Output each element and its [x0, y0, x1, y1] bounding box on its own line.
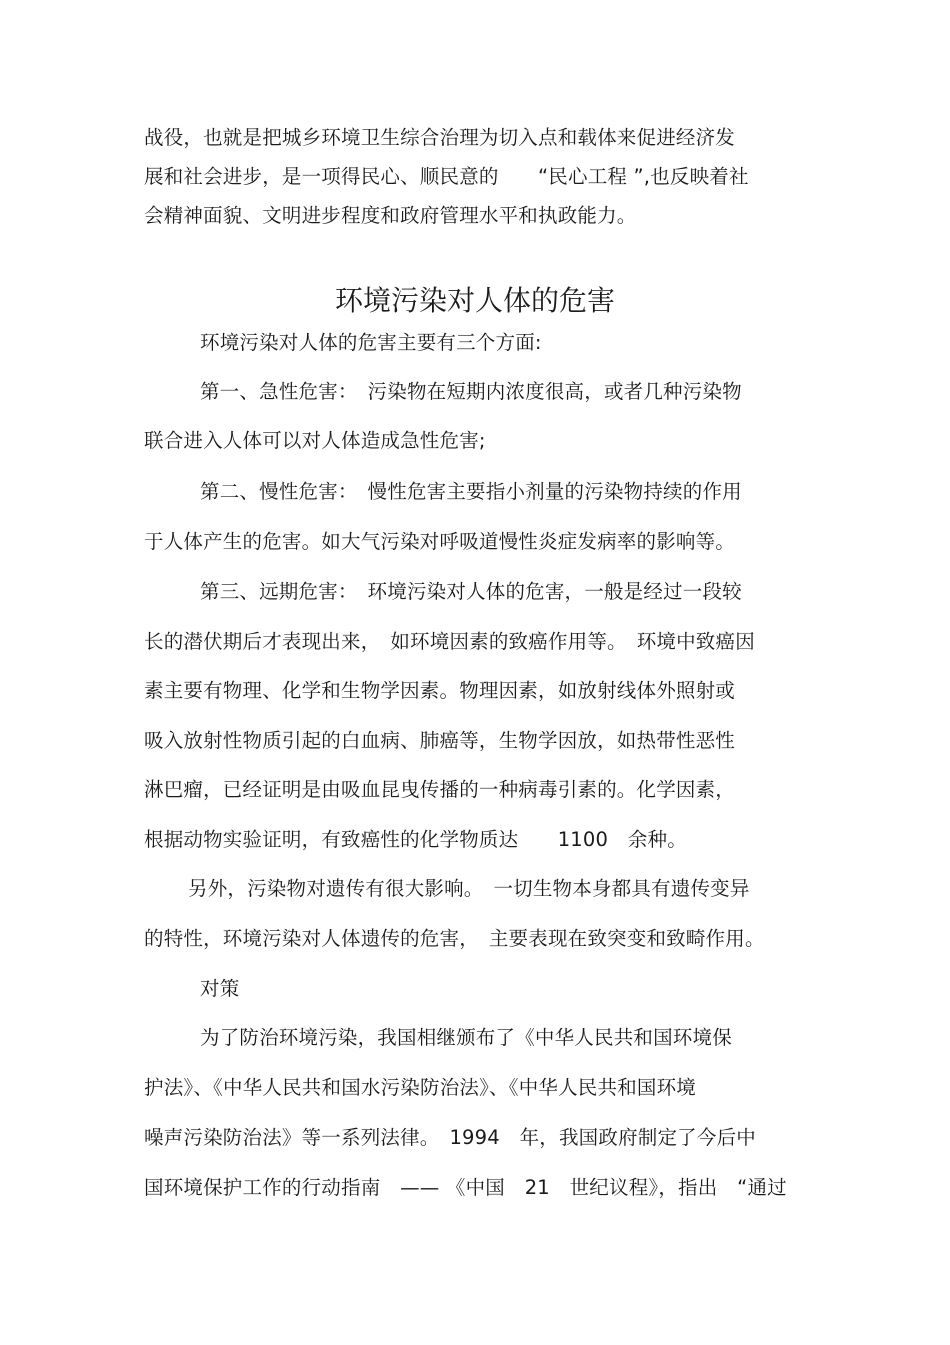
paragraph-line: 根据动物实验证明，有致癌性的化学物质达 1100 余种。	[144, 828, 687, 851]
paragraph-line: 国环境保护工作的行动指南 —— 《中国 21 世纪议程》，指出 “通过	[144, 1176, 787, 1199]
paragraph-line: 于人体产生的危害。如大气污染对呼吸道慢性炎症发病率的影响等。	[144, 530, 736, 553]
paragraph-line: 吸入放射性物质引起的白血病、肺癌等，生物学因放，如热带性恶性	[144, 729, 736, 752]
paragraph-line: 噪声污染防治法》等一系列法律。 1994 年，我国政府制定了今后中	[144, 1126, 756, 1149]
intro-line-3: 会精神面貌、文明进步程度和政府管理水平和执政能力。	[144, 204, 637, 227]
paragraph-line: 为了防治环境污染，我国相继颁布了《中华人民共和国环境保	[200, 1026, 732, 1049]
paragraph-line: 素主要有物理、化学和生物学因素。物理因素，如放射线体外照射或	[144, 679, 736, 702]
paragraph-line: 第二、慢性危害： 慢性危害主要指小剂量的污染物持续的作用	[200, 480, 742, 503]
paragraph-line: 另外，污染物对遗传有很大影响。 一切生物本身都具有遗传变异	[188, 877, 750, 900]
paragraph-line: 第一、急性危害： 污染物在短期内浓度很高，或者几种污染物	[200, 380, 742, 403]
paragraph-line: 联合进入人体可以对人体造成急性危害;	[144, 429, 486, 452]
paragraph-line: 环境污染对人体的危害主要有三个方面:	[200, 331, 542, 354]
intro-line-2: 展和社会进步，是一项得民心、顺民意的 “民心工程 ”,也反映着社	[144, 165, 749, 188]
paragraph-line: 护法》、《中华人民共和国水污染防治法》、《中华人民共和国环境	[144, 1076, 697, 1099]
paragraph-line: 的特性，环境污染对人体遗传的危害， 主要表现在致突变和致畸作用。	[144, 927, 765, 950]
paragraph-line: 淋巴瘤，已经证明是由吸血昆曳传播的一种病毒引素的。化学因素，	[144, 778, 736, 801]
paragraph-line: 长的潜伏期后才表现出来， 如环境因素的致癌作用等。 环境中致癌因	[144, 630, 755, 653]
intro-line-1: 战役，也就是把城乡环境卫生综合治理为切入点和载体来促进经济发	[144, 126, 736, 149]
section-title: 环境污染对人体的危害	[334, 284, 615, 317]
section-heading-countermeasures: 对策	[200, 977, 240, 1000]
paragraph-line: 第三、远期危害： 环境污染对人体的危害，一般是经过一段较	[200, 580, 742, 603]
